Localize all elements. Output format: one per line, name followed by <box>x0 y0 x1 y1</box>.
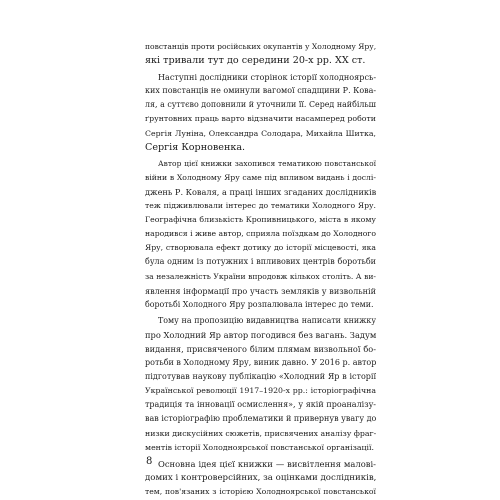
text-line: Сергія Корновенка. <box>145 141 246 153</box>
paragraph <box>145 40 376 68</box>
page-body-text <box>145 40 376 499</box>
text-line: явлення інформації про участь земляків у визвольній <box>145 285 376 296</box>
paragraph <box>145 457 376 499</box>
text-line: ких повстанців не оминули вагомої спадщини Р. Кова- <box>145 86 377 96</box>
text-line: Наступні дослідники сторінок історії холодноярсь- <box>158 72 377 83</box>
text-line: ля, а суттєво доповнили й уточнили її. Серед найбільш <box>145 100 376 110</box>
text-line: домих і контроверсійних, за оцінками дослідників, <box>145 472 377 483</box>
text-line: традиція та інновації осмислення», у якій проаналізу- <box>145 400 376 410</box>
text-line: про Холодний Яр автор погодився без вагань. Задум <box>145 329 377 340</box>
text-line: низки дискусійних сюжетів, присвячених аналізу фраг- <box>145 428 377 438</box>
text-line: була одним із потужних і впливових центрів боротьби <box>145 257 376 267</box>
text-line: Географічна близькість Кропивницького, міста в якому <box>145 215 376 225</box>
text-line: Автор цієї книжки захопився тематикою повстанської <box>158 158 376 168</box>
text-line: джень Р. Коваля, а праці інших згаданих дослідників <box>145 186 377 197</box>
text-line: боротьбі Холодного Яру розпалювала інтерес до теми. <box>145 299 374 309</box>
text-line: народився і живе автор, сприяла поїздкам до Холодного <box>145 229 376 239</box>
text-line: Української революції 1917–1920-х рр.: історіографічна <box>145 386 376 396</box>
text-line: ротьби в Холодному Яру, виник давно. У 2016 р. автор <box>145 358 377 368</box>
text-line: вав історіографію проблематики й привернув увагу до <box>145 414 377 424</box>
text-line: Яру, створювала ефект дотику до історії місцевості, яка <box>145 243 376 253</box>
text-line: підготував наукову публікацію «Холодний Яр в історії <box>145 372 376 382</box>
paragraph <box>145 314 376 455</box>
text-line: за незалежність України впродовж кількох століть. А ви- <box>145 271 376 281</box>
page-number: 8 <box>146 456 153 467</box>
text-line: теж підживлювали інтерес до тематики Холодного Яру. <box>145 201 376 211</box>
text-line: ментів історії Холодноярської повстанської організації. <box>145 442 374 452</box>
text-line: війни в Холодному Яру саме під впливом видань і дослі- <box>145 172 376 182</box>
text-line: Тому на пропозицію видавництва написати книжку <box>158 315 376 325</box>
text-line: ґрунтовних праць варто відзначити насамперед роботи <box>145 114 376 124</box>
text-line: Сергія Луніна, Олександра Солодара, Михайла Шитка, <box>145 128 376 138</box>
text-line: які тривали тут до середини 20-х рр. XX ст. <box>145 55 366 67</box>
paragraph <box>145 157 376 312</box>
text-line: Основна ідея цієї книжки — висвітлення малові- <box>158 458 376 469</box>
text-line: повстанців проти російських окупантів у Холодному Яру, <box>145 42 377 51</box>
text-line: тем, пов'язаних з історією Холодноярської повстанської <box>145 486 376 496</box>
text-line: видання, присвяченого білим плямам визвольної бо- <box>145 343 376 354</box>
paragraph <box>145 70 376 155</box>
